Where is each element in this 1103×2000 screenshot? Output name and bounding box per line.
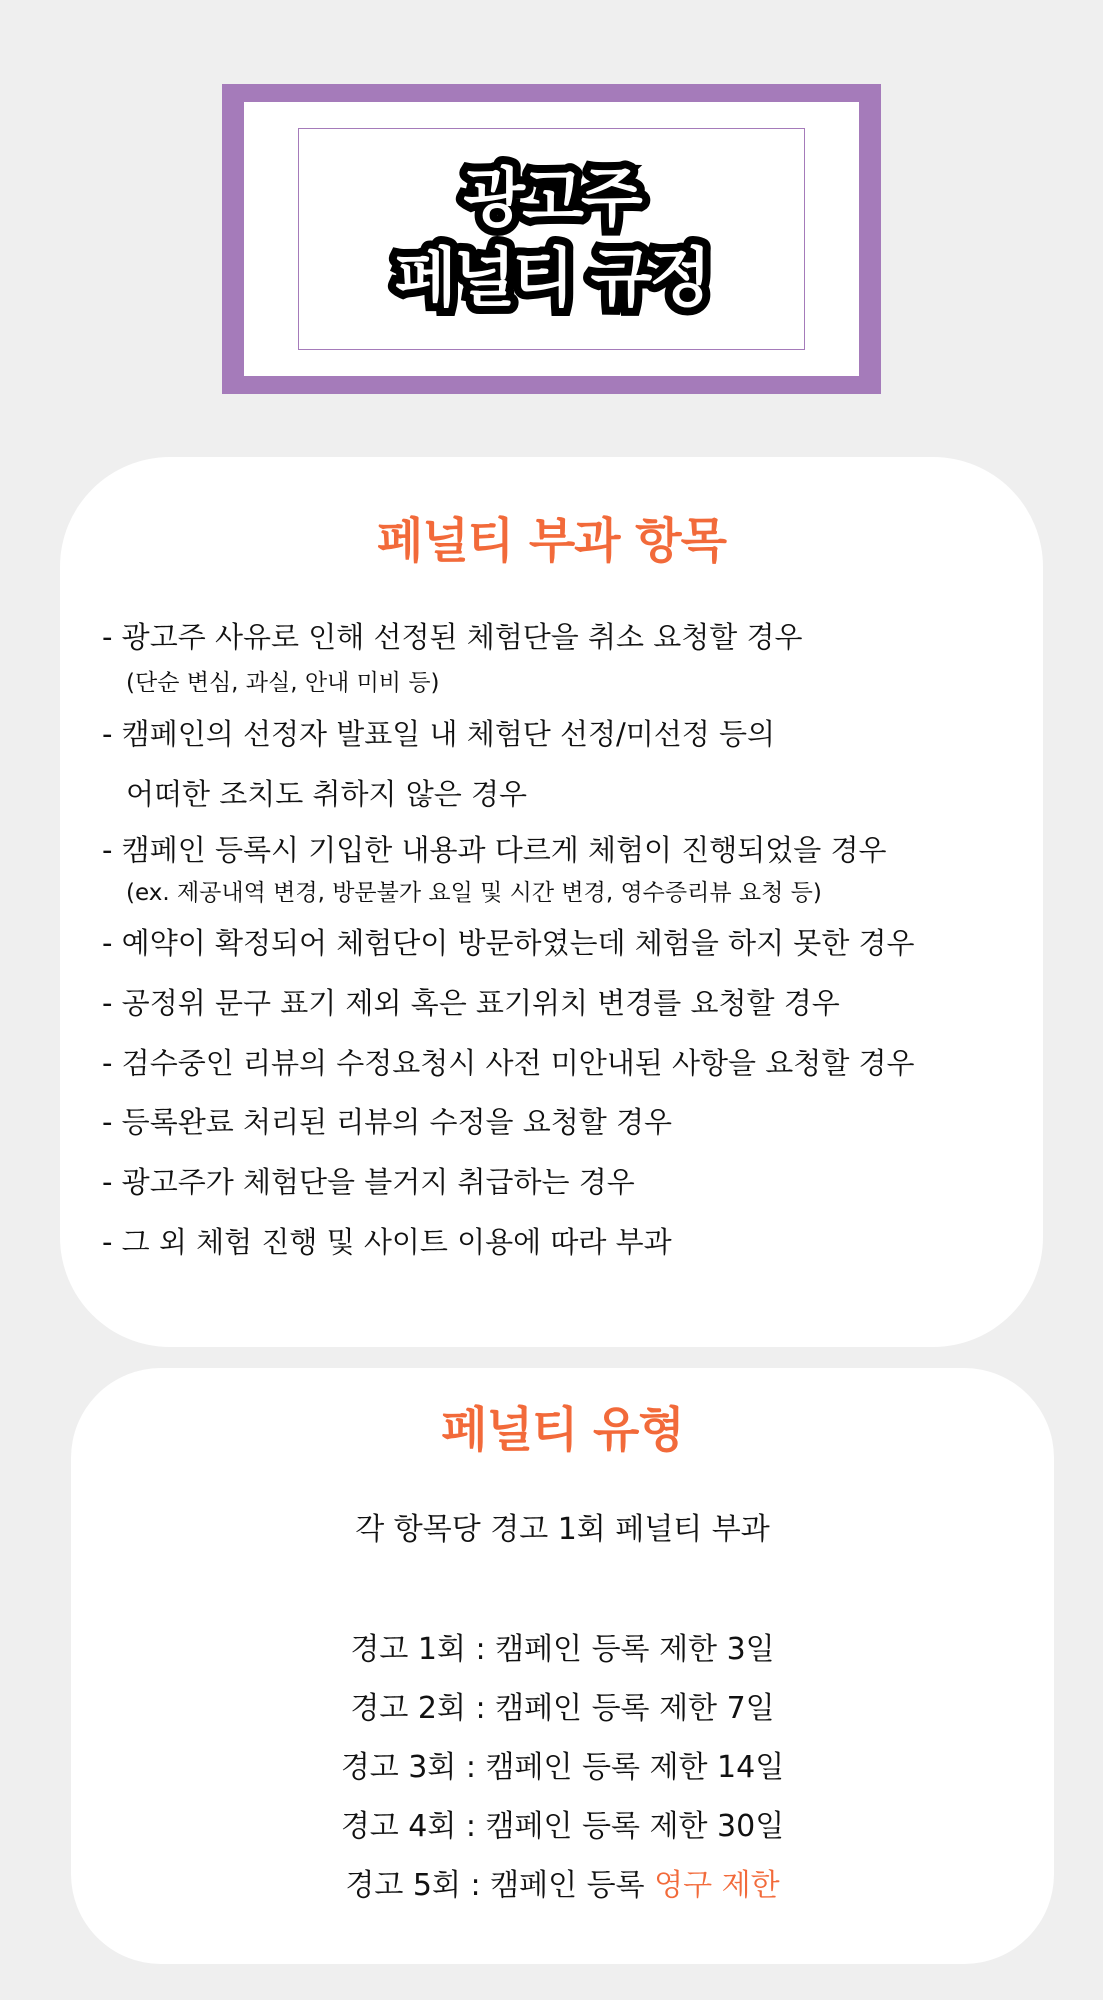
- warning-level-1: 경고 1회 : 캠페인 등록 제한 3일: [350, 1632, 775, 1667]
- penalty-items-title: 페널티 부과 항목: [377, 513, 726, 569]
- penalty-item-1: - 광고주 사유로 인해 선정된 체험단을 취소 요청할 경우: [102, 620, 803, 654]
- penalty-item-1-note: (단순 변심, 과실, 안내 미비 등): [126, 670, 440, 696]
- penalty-item-7: - 등록완료 처리된 리뷰의 수정을 요청할 경우: [102, 1105, 673, 1139]
- penalty-item-2-line-2: 어떠한 조치도 취하지 않은 경우: [126, 777, 528, 811]
- warning-level-5-prefix: 경고 5회 : 캠페인 등록: [345, 1868, 655, 1903]
- title-banner-inner: [244, 102, 859, 376]
- title-box: [298, 128, 805, 350]
- penalty-summary: 각 항목당 경고 1회 페널티 부과: [355, 1512, 770, 1547]
- warning-level-3: 경고 3회 : 캠페인 등록 제한 14일: [340, 1750, 785, 1785]
- title-banner: [222, 84, 881, 394]
- warning-level-4: 경고 4회 : 캠페인 등록 제한 30일: [340, 1809, 785, 1844]
- penalty-item-9: - 그 외 체험 진행 및 사이트 이용에 따라 부과: [102, 1225, 672, 1259]
- penalty-item-4: - 예약이 확정되어 체험단이 방문하였는데 체험을 하지 못한 경우: [102, 926, 915, 960]
- penalty-item-8: - 광고주가 체험단을 블거지 취급하는 경우: [102, 1165, 635, 1199]
- penalty-item-3: - 캠페인 등록시 기입한 내용과 다르게 체험이 진행되었을 경우: [102, 833, 887, 867]
- penalty-types-title: 페널티 유형: [441, 1402, 684, 1458]
- warning-level-5-highlight: 영구 제한: [654, 1868, 780, 1903]
- penalty-item-6: - 검수중인 리뷰의 수정요청시 사전 미안내된 사항을 요청할 경우: [102, 1046, 915, 1080]
- penalty-item-2-line-1: - 캠페인의 선정자 발표일 내 체험단 선정/미선정 등의: [102, 717, 776, 751]
- title-line-2: 페널티 규정: [394, 242, 709, 316]
- penalty-types-card: [71, 1368, 1054, 1964]
- title-line-1: 광고주: [463, 162, 640, 236]
- penalty-items-card: [60, 457, 1043, 1347]
- warning-level-2: 경고 2회 : 캠페인 등록 제한 7일: [350, 1691, 775, 1726]
- warning-level-5: [71, 1866, 1054, 1906]
- penalty-item-3-note: (ex. 제공내역 변경, 방문불가 요일 및 시간 변경, 영수증리뷰 요청 등): [126, 880, 822, 906]
- penalty-item-5: - 공정위 문구 표기 제외 혹은 표기위치 변경를 요청할 경우: [102, 986, 840, 1020]
